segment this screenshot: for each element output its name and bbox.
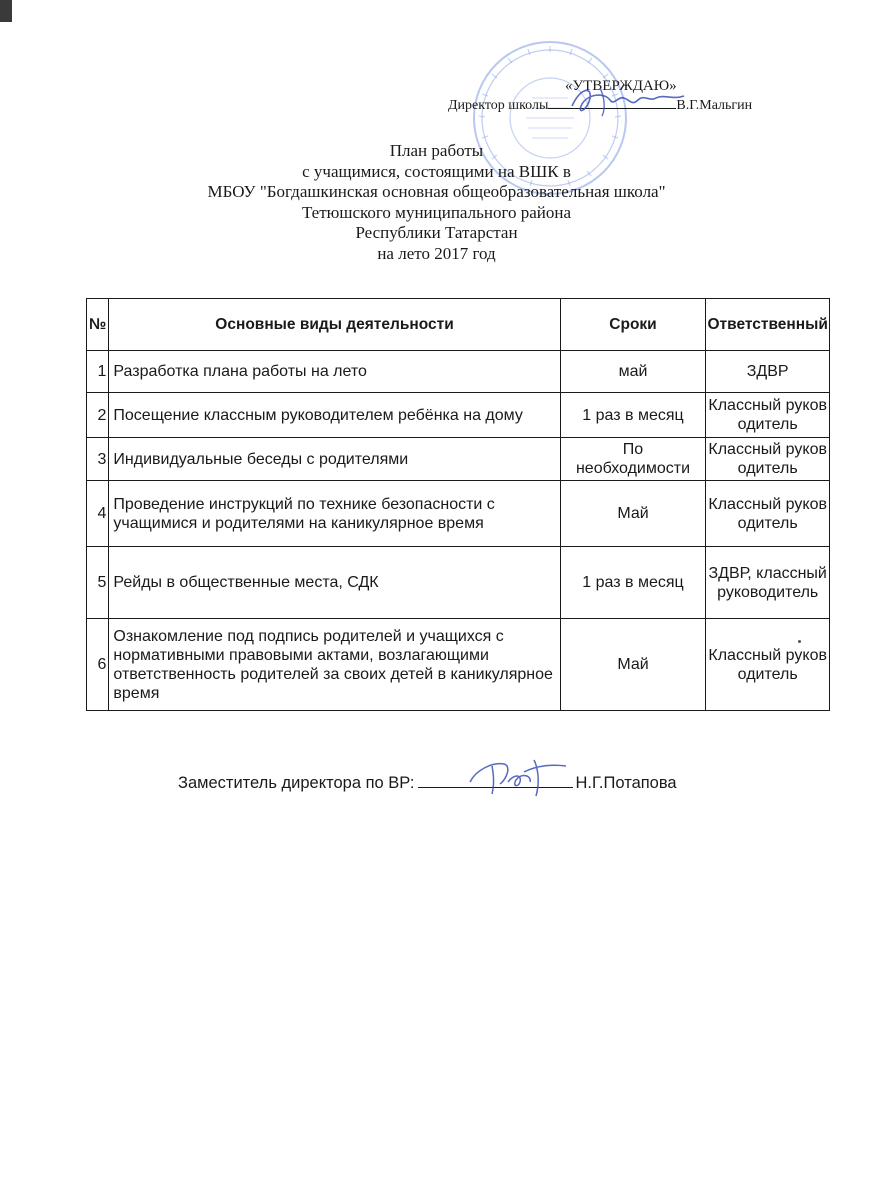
- heading-line-1: План работы: [389, 141, 484, 160]
- heading-line-5: Республики Татарстан: [355, 223, 518, 242]
- approval-position: Директор школы: [448, 98, 549, 113]
- heading-line-2: с учащимися, состоящими на ВШК в: [302, 161, 571, 181]
- row-num: 3: [87, 438, 109, 481]
- deputy-position: Заместитель директора по ВР:: [178, 774, 415, 792]
- header-activity: Основные виды деятельности: [109, 299, 560, 351]
- heading-line-3: МБОУ "Богдашкинская основная общеобразовательная школа": [207, 182, 666, 201]
- plan-table: [86, 298, 830, 711]
- row-term: 1 раз в месяц: [560, 547, 706, 619]
- row-activity: Посещение классным руководителем ребёнка на дому: [109, 393, 560, 438]
- row-num: 4: [87, 481, 109, 547]
- table-row: [87, 438, 830, 481]
- row-num: 2: [87, 393, 109, 438]
- approval-name: В.Г.Мальгин: [676, 98, 753, 113]
- row-activity: Индивидуальные беседы с родителями: [109, 438, 560, 481]
- scan-speck: [798, 640, 801, 643]
- deputy-name: Н.Г.Потапова: [575, 774, 677, 792]
- table-header-row: [87, 299, 830, 351]
- row-term: май: [560, 351, 706, 393]
- scan-edge-mark: [0, 0, 12, 22]
- table-row: [87, 393, 830, 438]
- row-activity: Ознакомление под подпись родителей и учащихся с нормативными правовыми актами, возлагающими ответственность родителей за своих детей в каникулярное время: [109, 619, 560, 711]
- row-responsible: Классный руководитель: [706, 393, 830, 438]
- approval-title: «УТВЕРЖДАЮ»: [565, 78, 677, 94]
- table-row: [87, 547, 830, 619]
- row-term: 1 раз в месяц: [560, 393, 706, 438]
- row-term: Май: [560, 619, 706, 711]
- row-activity: Проведение инструкций по технике безопасности с учащимися и родителями на каникулярное время: [109, 481, 560, 547]
- deputy-signature-icon: [462, 752, 572, 802]
- row-responsible: ЗДВР: [706, 351, 830, 393]
- table-row: [87, 619, 830, 711]
- heading-line-4: Тетюшского муниципального района: [301, 202, 572, 222]
- row-responsible: Классный руководитель: [706, 619, 830, 711]
- row-num: 5: [87, 547, 109, 619]
- table-row: [87, 351, 830, 393]
- header-responsible: Ответственный: [706, 299, 830, 351]
- row-responsible: Классный руководитель: [706, 438, 830, 481]
- document-heading: [0, 141, 873, 264]
- director-signature-icon: [560, 82, 690, 122]
- row-activity: Рейды в общественные места, СДК: [109, 547, 560, 619]
- row-num: 1: [87, 351, 109, 393]
- header-num: №: [87, 299, 109, 351]
- row-responsible: Классный руководитель: [706, 481, 830, 547]
- row-responsible: ЗДВР, классный руководитель: [706, 547, 830, 619]
- row-activity: Разработка плана работы на лето: [109, 351, 560, 393]
- table-row: [87, 481, 830, 547]
- header-term: Сроки: [560, 299, 706, 351]
- deputy-signature-line: [178, 773, 677, 793]
- heading-line-6: на лето 2017 год: [377, 243, 496, 263]
- row-term: По необходимости: [560, 438, 706, 481]
- row-num: 6: [87, 619, 109, 711]
- row-term: Май: [560, 481, 706, 547]
